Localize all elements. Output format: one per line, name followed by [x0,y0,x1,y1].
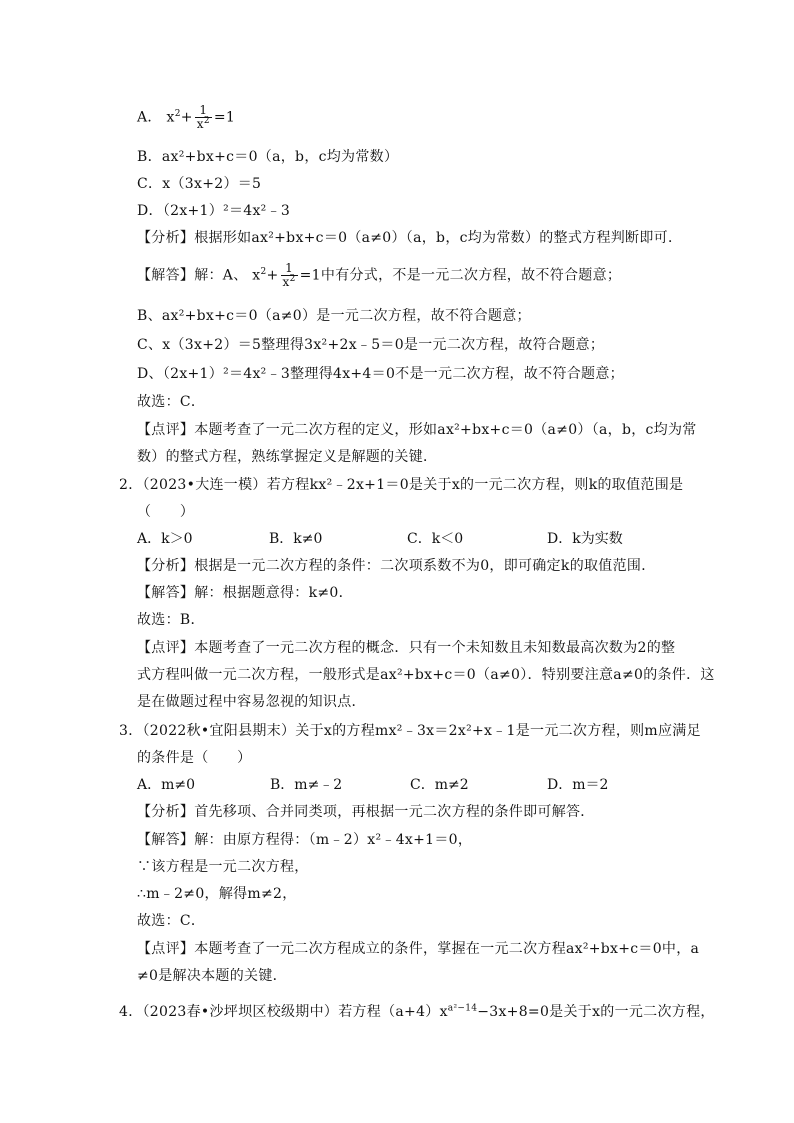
q2-stem-2: （ ） [137,504,195,520]
fraction: $\frac{1}{x^2}$ [196,103,210,131]
q3-solution-1: 【解答】解：由原方程得：（m﹣2）x²﹣4x+1＝0， [137,832,473,848]
q3-solution-2: ∵该方程是一元二次方程， [137,859,309,875]
q1-comment-2: 数）的整式方程，熟练掌握定义是解题的关键． [137,449,438,465]
q1-option-d: D．（2x+1）²＝4x²﹣3 [137,203,291,219]
q2-option-b: B．k≠0 [269,531,323,547]
q1-comment-1: 【点评】本题考查了一元二次方程的定义，形如ax²+bx+c＝0（a≠0）（a，b，c均为常 [137,422,697,438]
q4-equation: $(a+4)x^{a^2-14}-3x+8=0$ [381,1003,550,1020]
q3-analysis: 【分析】首先移项、合并同类项，再根据一元二次方程的条件即可解答． [137,804,595,820]
q3-option-d: D．m＝2 [547,777,609,793]
q3-comment-2: ≠0是解决本题的关键． [137,968,287,984]
q1-analysis: 【分析】根据形如ax²+bx+c＝0（a≠0）（a，b，c均为常数）的整式方程判断即可． [137,230,683,246]
q2-option-d: D．k为实数 [547,531,623,547]
q3-solution-3: ∴m﹣2≠0，解得m≠2， [137,886,297,902]
q3-option-a: A．m≠0 [137,777,196,793]
q1-option-b: B．ax²+bx+c＝0（a，b，c均为常数） [137,149,399,165]
q2-option-c: C．k＜0 [407,531,464,547]
q3-stem-1: 3．（2022秋•宜阳县期末）关于x的方程mx²﹣3x＝2x²+x﹣1是一元二次方程，则m应满足 [119,723,701,739]
q3-choose: 故选：C． [137,913,206,929]
q1-solution-d: D、（2x+1）²＝4x²﹣3整理得4x+4＝0不是一元二次方程，故不符合题意； [137,366,624,382]
q2-option-a: A．k＞0 [137,531,193,547]
q1-solution-a: 【解答】解：A、 $x^2+$ $\frac{1}{x^2}$ =1中有分式，不是一元二次方程，故不符合题意； [137,261,622,289]
q2-comment-1: 【点评】本题考查了一元二次方程的概念．只有一个未知数且未知数最高次数为2的整 [137,640,676,656]
q2-analysis: 【分析】根据是一元二次方程的条件：二次项系数不为0，即可确定k的取值范围． [137,558,656,574]
q3-option-b: B．m≠﹣2 [270,777,343,793]
q3-stem-2: 的条件是（ ） [137,750,252,766]
q2-stem-1: 2．（2023•大连一模）若方程kx²﹣2x+1＝0是关于x的一元二次方程，则k的取值范围是 [119,477,684,493]
q1-solution-b: B、ax²+bx+c＝0（a≠0）是一元二次方程，故不符合题意； [137,308,531,324]
q2-comment-2: 式方程叫做一元二次方程，一般形式是ax²+bx+c＝0（a≠0）．特别要注意a≠0的条件．这 [137,667,715,683]
q3-option-c: C．m≠2 [410,777,469,793]
fraction: $\frac{1}{x^2}$ [282,261,296,289]
q2-solution: 【解答】解：根据题意得：k≠0． [137,585,353,601]
q3-comment-1: 【点评】本题考查了一元二次方程成立的条件，掌握在一元二次方程ax²+bx+c＝0中，a [137,941,700,957]
q1-solution-c: C、x（3x+2）＝5整理得3x²+2x﹣5＝0是一元二次方程，故符合题意； [137,337,605,353]
q2-comment-3: 是在做题过程中容易忽视的知识点． [137,694,366,710]
q2-choose: 故选：B． [137,612,205,628]
q1-option-c: C．x（3x+2）＝5 [137,176,262,192]
q1-choose: 故选：C． [137,394,206,410]
q1-option-a: A． $x^2+$ $\frac{1}{x^2}$ =1 [137,103,236,131]
q4-stem: 4．（2023春•沙坪坝区校级期中）若方程$(a+4)x^{a^2-14}-3x+8=0$是关于x的一元二次方程， [119,1003,715,1020]
